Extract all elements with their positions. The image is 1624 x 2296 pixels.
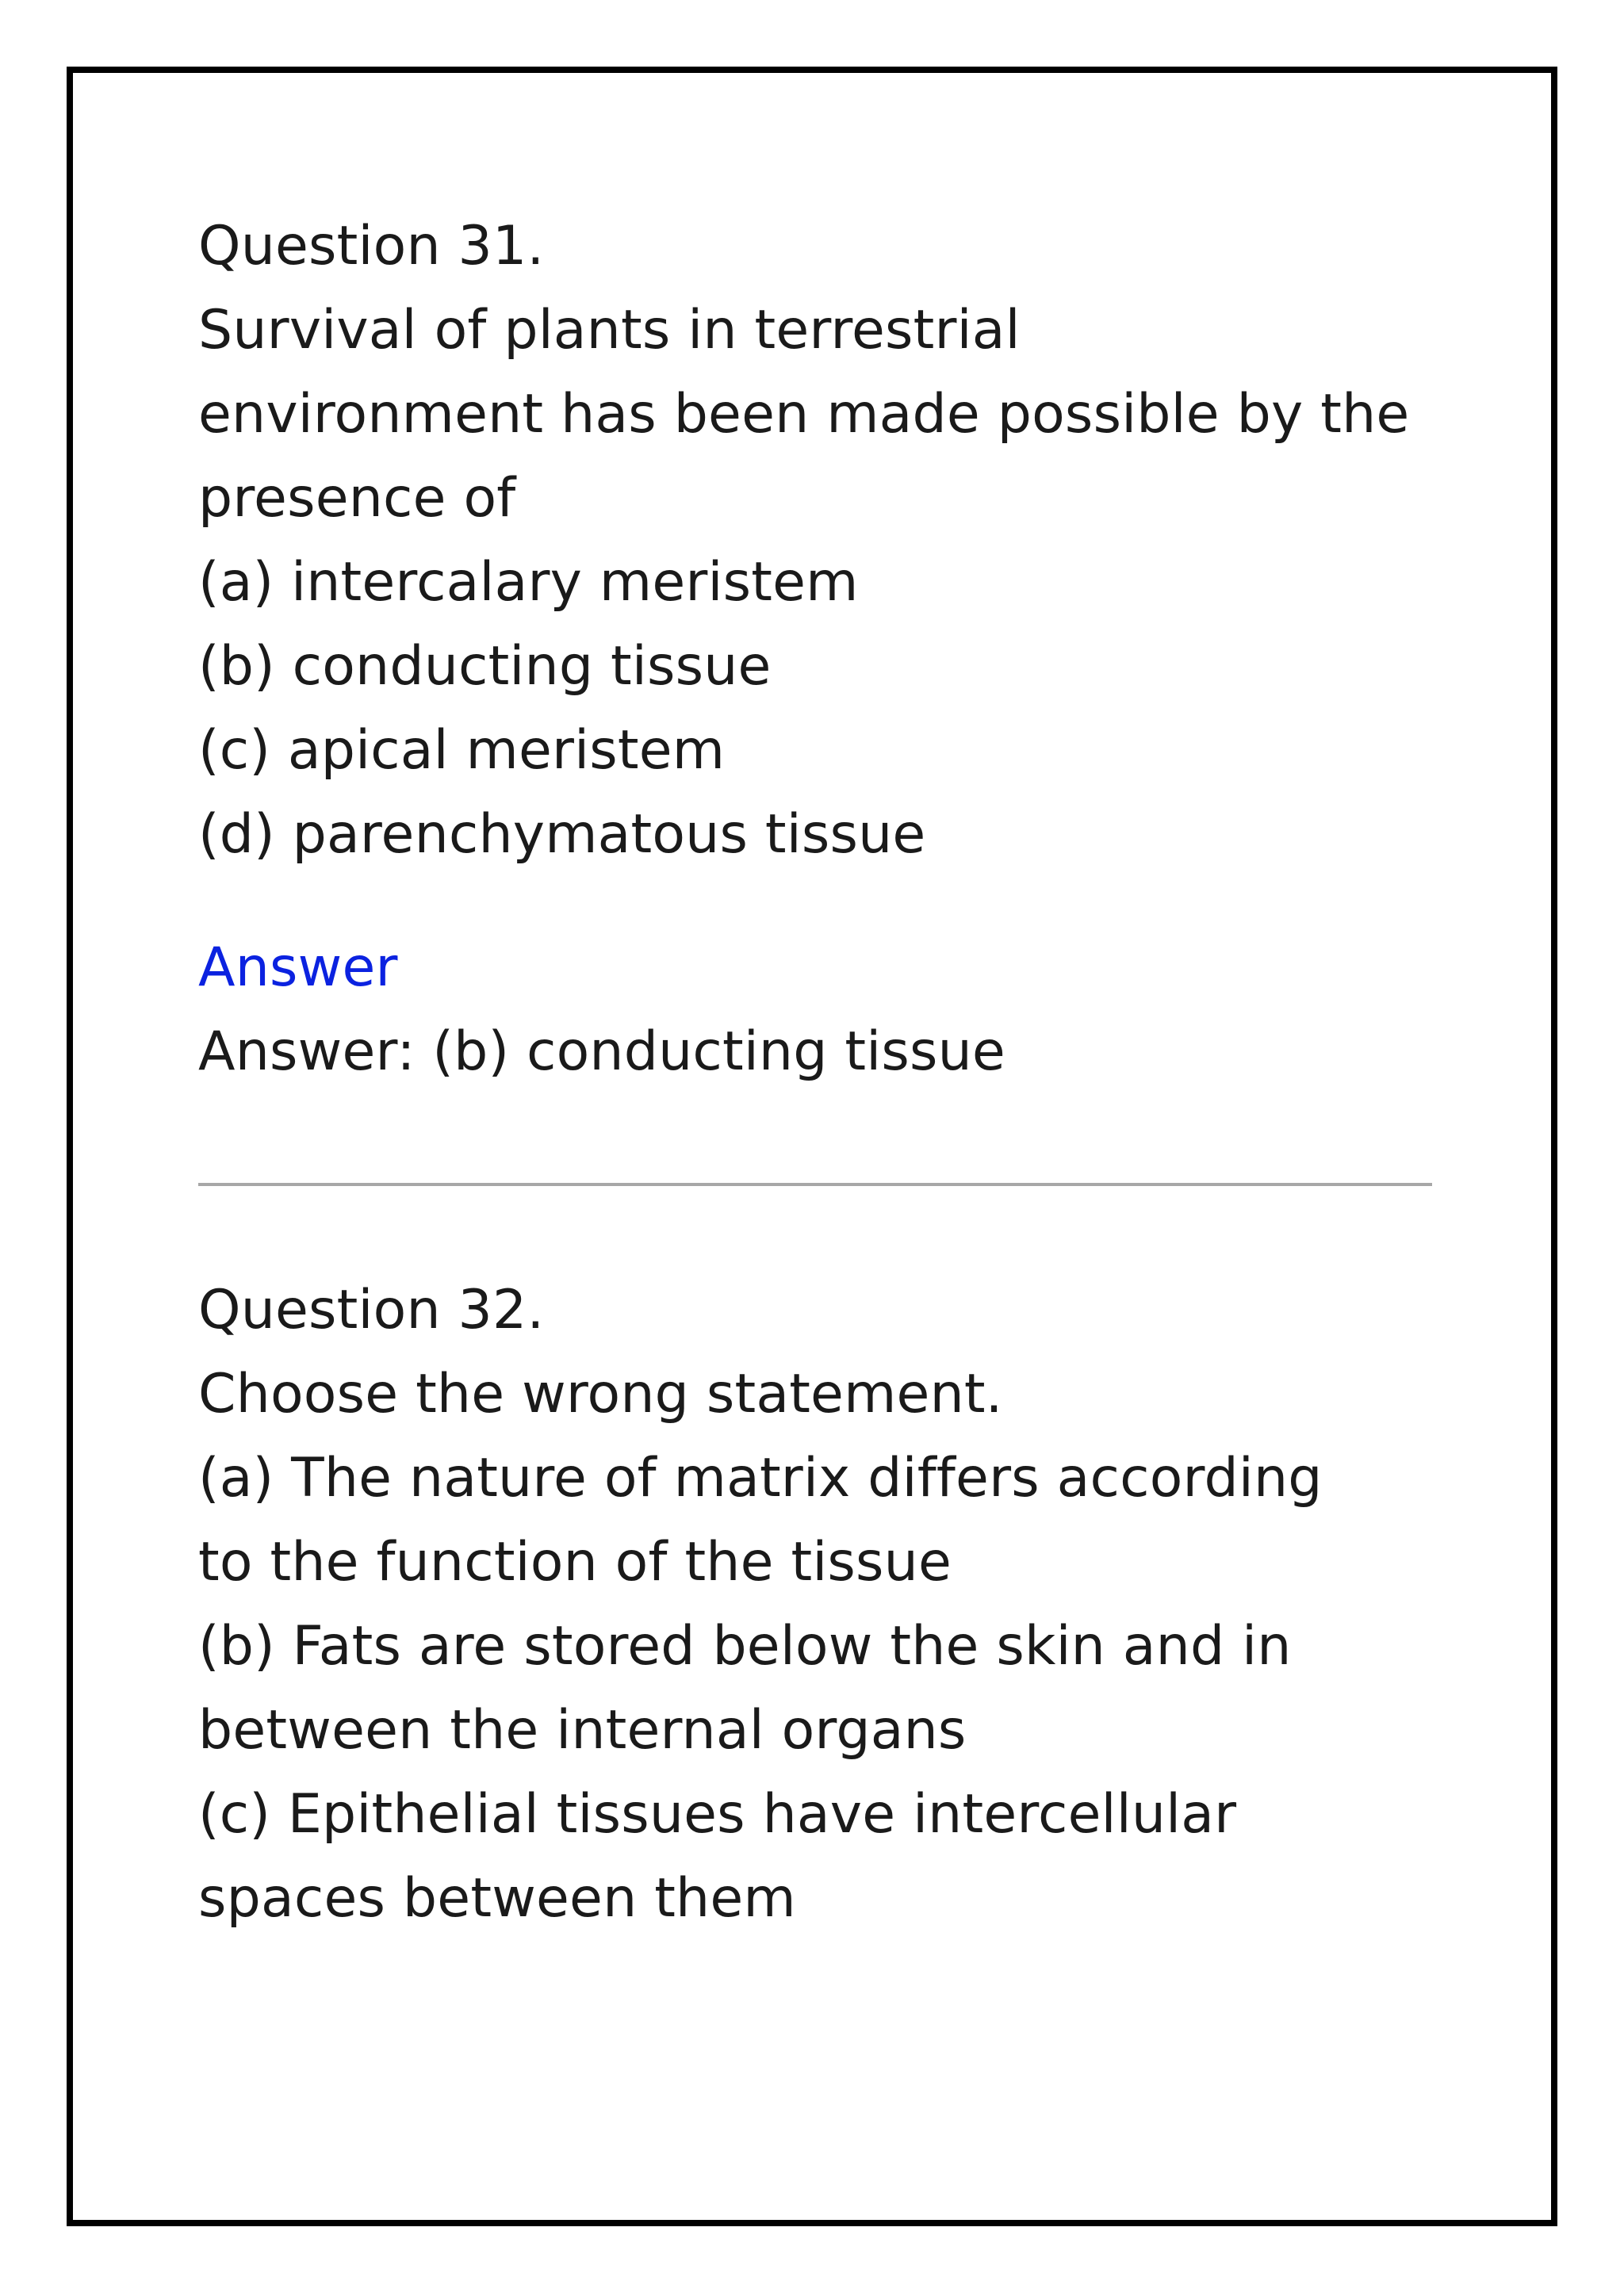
question-stem-line: Survival of plants in terrestrial: [198, 299, 1021, 362]
answer-toggle-link[interactable]: Answer: [198, 936, 398, 999]
option-c: (c) apical meristem: [198, 719, 726, 782]
divider-area: [198, 1094, 1435, 1269]
option-b: (b) conducting tissue: [198, 635, 772, 698]
horizontal-divider: [198, 1183, 1432, 1186]
question-31: [198, 205, 1435, 1094]
question-title: Question 32.: [198, 1279, 545, 1341]
question-stem-line: environment has been made possible by the: [198, 383, 1410, 446]
question-32: [198, 1269, 1435, 1941]
option-c-continued: spaces between them: [198, 1867, 796, 1930]
option-a: (a) The nature of matrix differs according: [198, 1447, 1323, 1510]
question-content: [198, 205, 1435, 1941]
question-stem-line: presence of: [198, 467, 516, 530]
question-stem-line: Choose the wrong statement.: [198, 1363, 1003, 1425]
question-title: Question 31.: [198, 215, 545, 277]
answer-text: Answer: (b) conducting tissue: [198, 1020, 1005, 1083]
option-b: (b) Fats are stored below the skin and in: [198, 1615, 1292, 1678]
option-a-continued: to the function of the tissue: [198, 1531, 952, 1594]
option-c: (c) Epithelial tissues have intercellular: [198, 1783, 1237, 1846]
option-a: (a) intercalary meristem: [198, 551, 859, 614]
spacer: [198, 877, 1435, 926]
option-b-continued: between the internal organs: [198, 1699, 967, 1762]
option-d: (d) parenchymatous tissue: [198, 803, 926, 866]
